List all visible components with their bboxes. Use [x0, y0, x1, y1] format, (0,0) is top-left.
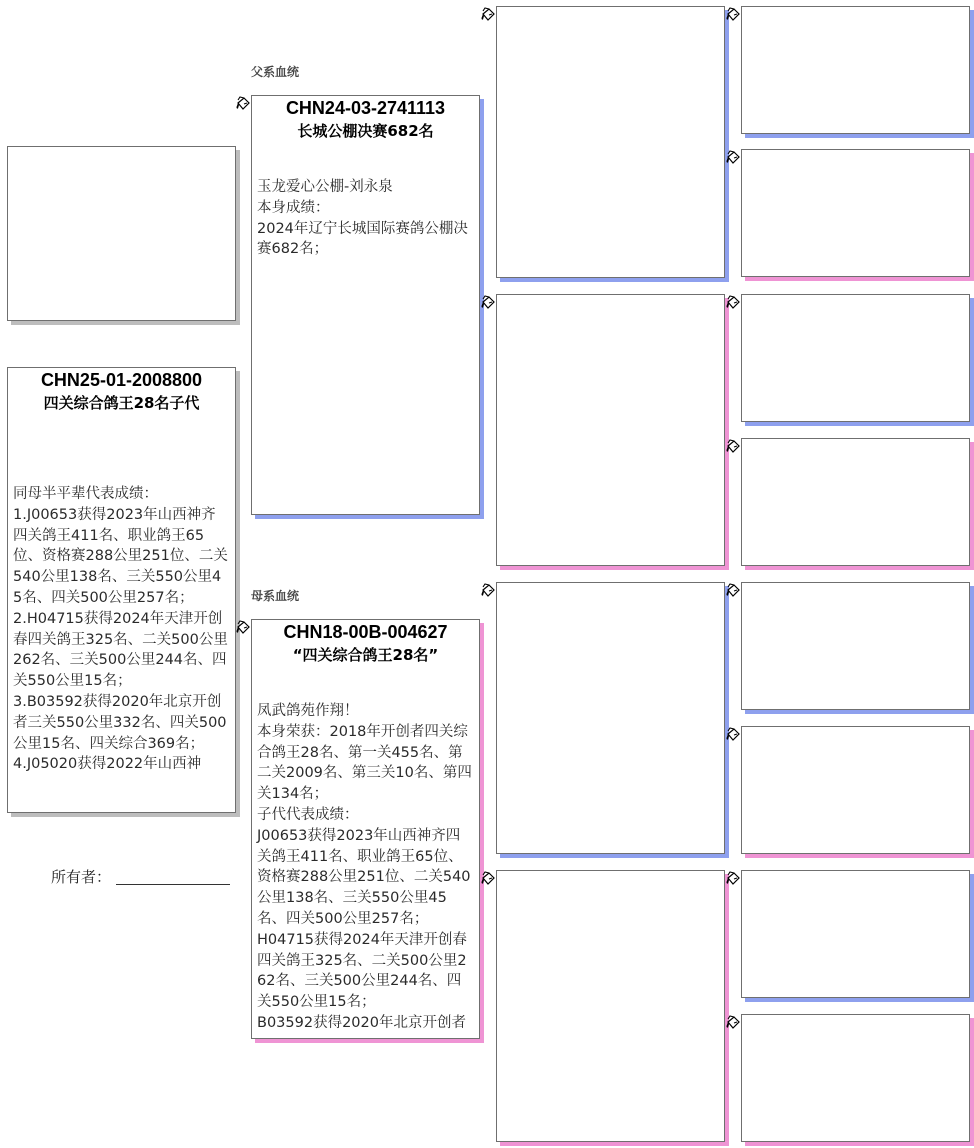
great-grandparent-6-card[interactable] — [741, 726, 970, 854]
sire-edit-icon[interactable] — [235, 96, 251, 112]
great-grandparent-2-card[interactable] — [741, 149, 970, 277]
paternal-granddam-card[interactable] — [496, 294, 725, 566]
subject-description: 同母半平辈代表成绩： 1.J00653获得2023年山西神齐四关鸽王411名、职业鸽王65位、资格赛288公里251位、二关540公里138名、三关550公里45名、四关500公里257名； 2.H04715获得2024年天津开创春四关鸽王325名、二关500公里262名、三关500公里244名、四关550公里15名； 3.B03592获得2020年北京开创者三关550公里332名、四关500公里15名、四关综合369名； 4.J05020获得2022年山西神 — [13, 486, 228, 773]
sire-ring-number: CHN24-03-2741113 — [285, 98, 446, 118]
great-grandparent-8-card[interactable] — [741, 1014, 970, 1142]
great-grandparent-1-card[interactable] — [741, 6, 970, 134]
sire-title: 长城公棚决赛682名 — [297, 122, 434, 140]
sire-section-label: 父系血统 — [251, 65, 300, 79]
paternal-grandsire-card[interactable] — [496, 6, 725, 278]
dam-ring-number: CHN18-00B-004627 — [283, 622, 448, 642]
paternal-granddam-edit-icon[interactable] — [480, 295, 496, 311]
ggp-7-edit-icon[interactable] — [725, 871, 741, 887]
great-grandparent-3-card[interactable] — [741, 294, 970, 422]
dam-card[interactable] — [251, 619, 480, 1039]
great-grandparent-5-card[interactable] — [741, 582, 970, 710]
owner-input-line[interactable] — [116, 884, 230, 885]
ggp-6-edit-icon[interactable] — [725, 727, 741, 743]
ggp-1-edit-icon[interactable] — [725, 7, 741, 23]
ggp-5-edit-icon[interactable] — [725, 583, 741, 599]
subject-title: 四关综合鸽王28名子代 — [43, 394, 200, 412]
ggp-3-edit-icon[interactable] — [725, 295, 741, 311]
sire-card[interactable] — [251, 95, 480, 515]
dam-title: “四关综合鸽王28名” — [292, 646, 439, 664]
subject-card[interactable] — [7, 367, 236, 813]
maternal-granddam-card[interactable] — [496, 870, 725, 1142]
sire-description: 玉龙爱心公棚-刘永泉 本身成绩： 2024年辽宁长城国际赛鸽公棚决赛682名； — [257, 179, 468, 258]
great-grandparent-7-card[interactable] — [741, 870, 970, 998]
great-grandparent-4-card[interactable] — [741, 438, 970, 566]
dam-section-label: 母系血统 — [251, 589, 300, 603]
maternal-grandsire-edit-icon[interactable] — [480, 583, 496, 599]
ggp-8-edit-icon[interactable] — [725, 1015, 741, 1031]
maternal-grandsire-card[interactable] — [496, 582, 725, 854]
photo-frame[interactable] — [7, 146, 236, 321]
ggp-4-edit-icon[interactable] — [725, 439, 741, 455]
subject-ring-number: CHN25-01-2008800 — [40, 370, 203, 390]
ggp-2-edit-icon[interactable] — [725, 150, 741, 166]
paternal-grandsire-edit-icon[interactable] — [480, 7, 496, 23]
dam-description: 凤武鸽苑作翔！ 本身荣获：2018年开创者四关综合鸽王28名、第一关455名、第二关2009名、第三关10名、第四关134名； 子代代表成绩： J00653获得2023年山西神齐四关鸽王411名、职业鸽王65位、资格赛288公里251位、二关540公里138名、三关550公里45名、四关500公里257名； H04715获得2024年天津开创春四关鸽王325名、二关500公里262名、三关500公里244名、四关550公里15名； B03592获得2020年北京开创者 — [257, 703, 472, 1031]
owner-label: 所有者： — [51, 868, 112, 886]
dam-edit-icon[interactable] — [235, 620, 251, 636]
maternal-granddam-edit-icon[interactable] — [480, 871, 496, 887]
